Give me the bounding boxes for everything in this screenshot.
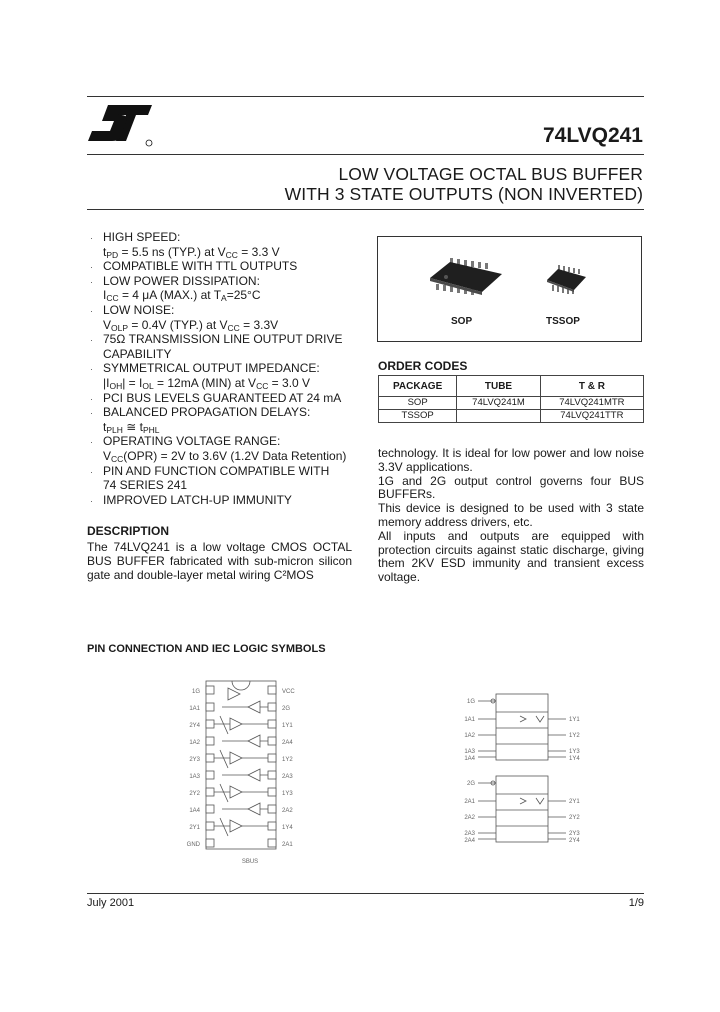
feature-line: · HIGH SPEED:: [103, 230, 181, 244]
sop-package-image: [426, 256, 506, 296]
table-cell: SOP: [379, 397, 457, 410]
feature-item: [88, 303, 358, 332]
svg-text:2Y4: 2Y4: [569, 838, 580, 844]
description-right-column: [378, 447, 644, 585]
column-header: T & R: [540, 376, 643, 397]
feature-line: $|I_{OH}| = I_{OL} = 12mA$ (MIN) at $V_{CC} = 3.0$ V: [103, 375, 311, 391]
description-paragraph: technology. It is ideal for low power and low noise 3.3V applications.: [378, 446, 644, 474]
feature-line: $I_{CC} = 4$ μA (MAX.) at $T_A=25^\circ C$: [103, 288, 261, 304]
feature-line: · PIN AND FUNCTION COMPATIBLE WITH: [103, 463, 330, 478]
svg-text:1A1: 1A1: [189, 706, 200, 712]
svg-text:2Y4: 2Y4: [189, 723, 200, 729]
feature-item: [88, 434, 358, 463]
feature-line: · BALANCED PROPAGATION DELAYS:: [103, 405, 311, 420]
description-paragraph: This device is designed to be used with 3 state memory address drivers, etc.: [378, 501, 644, 529]
svg-text:1Y4: 1Y4: [282, 825, 293, 831]
feature-line: · 75Ω TRANSMISSION LINE OUTPUT DRIVE: [103, 332, 343, 347]
title-rule: [87, 154, 644, 155]
order-codes-heading: ORDER CODES: [378, 359, 468, 373]
table-cell: 74LVQ241M: [457, 397, 541, 410]
feature-item: [88, 274, 358, 303]
pin-connection-diagram: [170, 680, 330, 865]
svg-text:2A4: 2A4: [282, 740, 293, 746]
feature-line: · LOW POWER DISSIPATION:: [103, 273, 260, 288]
description-heading: DESCRIPTION: [87, 524, 170, 538]
svg-text:1A4: 1A4: [189, 808, 200, 814]
table-cell: [457, 410, 541, 423]
table-cell: TSSOP: [379, 410, 457, 423]
feature-line: CAPABILITY: [103, 346, 172, 361]
feature-item: [88, 405, 358, 434]
svg-text:1Y2: 1Y2: [569, 733, 580, 739]
feature-line: · PCI BUS LEVELS GUARANTEED AT 24 mA: [103, 390, 342, 405]
feature-line: $t_{PD} = 5.5$ ns (TYP.) at $V_{CC} = 3.3$ V: [103, 244, 280, 260]
footer-page-number: 1/9: [628, 897, 644, 909]
table-cell: 74LVQ241TTR: [540, 410, 643, 423]
tssop-label: TSSOP: [546, 316, 580, 327]
svg-text:2A4: 2A4: [464, 838, 475, 844]
feature-item: [88, 493, 358, 508]
title-line-1: LOW VOLTAGE OCTAL BUS BUFFER: [338, 164, 643, 184]
svg-text:2A1: 2A1: [282, 842, 293, 848]
description-paragraph: 1G and 2G output control governs four BUS BUFFERs.: [378, 473, 644, 502]
table-cell: 74LVQ241MTR: [540, 397, 643, 410]
title-line-2: WITH 3 STATE OUTPUTS (NON INVERTED): [284, 184, 643, 204]
iec-logic-symbol-diagram: [462, 690, 587, 852]
svg-text:2Y3: 2Y3: [569, 831, 580, 837]
svg-text:2Y2: 2Y2: [569, 815, 580, 821]
description-left-paragraph: The 74LVQ241 is a low voltage CMOS OCTAL BUS BUFFER fabricated with sub-micron silicon gate and double-layer metal wiring C²MOS: [87, 540, 352, 582]
svg-text:SBUS: SBUS: [241, 859, 259, 865]
column-header: PACKAGE: [379, 376, 457, 397]
svg-text:1Y2: 1Y2: [282, 757, 293, 763]
svg-text:1A4: 1A4: [464, 756, 475, 762]
part-number: 74LVQ241: [542, 124, 643, 147]
sop-label: SOP: [451, 316, 473, 327]
title-bottom-rule: [87, 209, 644, 210]
svg-text:1Y3: 1Y3: [282, 791, 293, 797]
svg-text:2A1: 2A1: [464, 799, 475, 805]
feature-line: · COMPATIBLE WITH TTL OUTPUTS: [103, 259, 298, 274]
svg-text:2Y2: 2Y2: [189, 791, 200, 797]
feature-item: [88, 230, 358, 259]
svg-text:GND: GND: [186, 842, 200, 848]
svg-text:2G: 2G: [282, 706, 291, 712]
feature-line: 74 SERIES 241: [103, 478, 188, 493]
feature-item: [88, 464, 358, 493]
svg-text:1A1: 1A1: [464, 717, 475, 723]
description-paragraph: All inputs and outputs are equipped with protection circuits against static discharge, giving them 2KV ESD immunity and transient excess voltage.: [378, 528, 644, 585]
tssop-package-image: [544, 264, 588, 294]
svg-text:1Y4: 1Y4: [569, 756, 580, 762]
column-header: TUBE: [457, 376, 541, 397]
feature-item: [88, 361, 358, 390]
svg-text:2A3: 2A3: [282, 774, 293, 780]
svg-text:1Y3: 1Y3: [569, 749, 580, 755]
svg-text:1G: 1G: [466, 699, 475, 705]
feature-line: · SYMMETRICAL OUTPUT IMPEDANCE:: [103, 361, 320, 376]
package-box: [377, 236, 642, 342]
feature-item: [88, 259, 358, 274]
top-rule: [87, 96, 644, 97]
svg-text:2A2: 2A2: [282, 808, 293, 814]
svg-text:1G: 1G: [191, 689, 200, 695]
order-codes-table: [378, 375, 644, 423]
svg-text:VCC: VCC: [282, 689, 295, 695]
table-row: [379, 410, 644, 423]
svg-text:1A2: 1A2: [189, 740, 200, 746]
svg-text:1A3: 1A3: [464, 749, 475, 755]
feature-item: [88, 391, 358, 406]
table-header-row: [379, 376, 644, 397]
pin-connection-heading: PIN CONNECTION AND IEC LOGIC SYMBOLS: [87, 643, 326, 655]
svg-text:1A2: 1A2: [464, 733, 475, 739]
feature-line: · OPERATING VOLTAGE RANGE:: [103, 434, 281, 449]
svg-text:1Y1: 1Y1: [569, 717, 580, 723]
table-row: [379, 397, 644, 410]
svg-text:1Y1: 1Y1: [282, 723, 293, 729]
feature-item: [88, 332, 358, 361]
svg-text:2Y1: 2Y1: [189, 825, 200, 831]
feature-line: $t_{PLH}$ ≅ $t_{PHL}$: [103, 419, 160, 435]
footer-rule: [87, 893, 644, 894]
svg-text:2Y1: 2Y1: [569, 799, 580, 805]
feature-line: · IMPROVED LATCH-UP IMMUNITY: [103, 492, 292, 507]
feature-line: · LOW NOISE:: [103, 302, 175, 317]
svg-text:2A2: 2A2: [464, 815, 475, 821]
footer-date: July 2001: [87, 897, 135, 909]
svg-text:2A3: 2A3: [464, 831, 475, 837]
svg-text:1A3: 1A3: [189, 774, 200, 780]
feature-line: $V_{CC}(OPR) = 2V$ to 3.6V (1.2V Data Retention): [103, 448, 347, 464]
features-list: [88, 230, 358, 507]
svg-text:2G: 2G: [466, 781, 475, 787]
svg-text:2Y3: 2Y3: [189, 757, 200, 763]
feature-line: $V_{OLP} = 0.4V$ (TYP.) at $V_{CC} = 3.3V$: [103, 317, 279, 333]
